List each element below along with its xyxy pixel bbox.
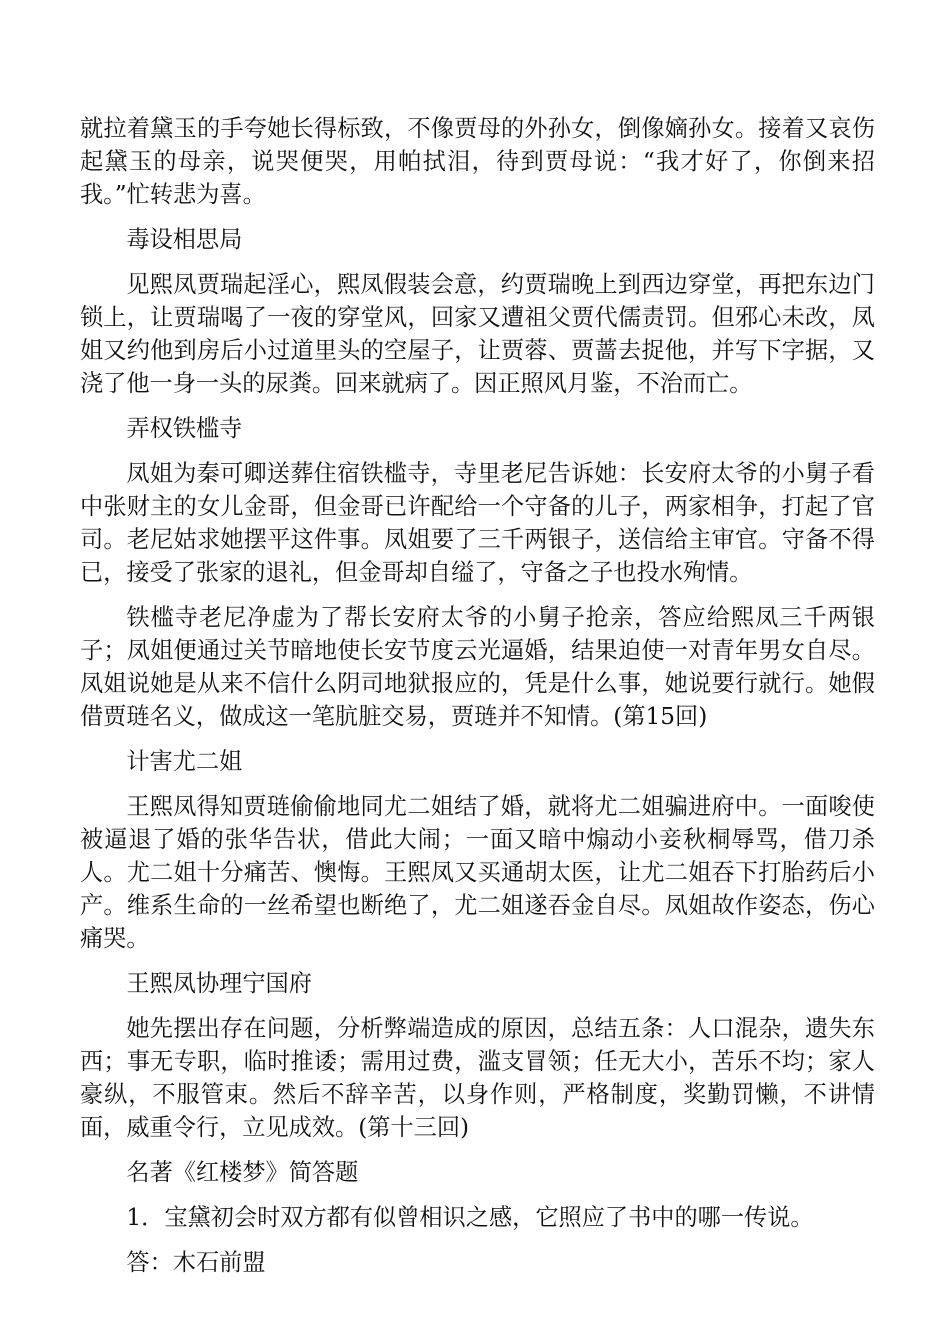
paragraph-you-erjie: 王熙凤得知贾琏偷偷地同尤二姐结了婚，就将尤二姐骗进府中。一面唆使被逼退了婚的张华告状，借此大闹；一面又暗中煽动小妾秋桐辱骂，借刀杀人。尤二姐十分痛苦、懊悔。王熙凤又买通胡太医，让尤二姐吞下打胎药后小产。维系生命的一丝希望也断绝了，尤二姐遂吞金自尽。凤姐故作姿态，伤心痛哭。 <box>80 793 875 952</box>
section-heading-you-erjie: 计害尤二姐 <box>126 748 243 775</box>
section-heading-ningguo-management: 王熙凤协理宁国府 <box>126 970 312 997</box>
section-heading-qa: 名著《红楼梦》简答题 <box>126 1159 359 1186</box>
paragraph-ningguo-management: 她先摆出存在问题，分析弊端造成的原因，总结五条：人口混杂，遗失东西；事无专职，临时推诿；需用过费，滥支冒领；任无大小，苦乐不均；家人豪纵，不服管束。然后不辞辛苦，以身作则，严格制度，奖勤罚懒，不讲情面，威重令行，立见成效。(第十三回) <box>80 1015 875 1141</box>
paragraph-temple-bribe: 铁槛寺老尼净虚为了帮长安府太爷的小舅子抢亲，答应给熙凤三千两银子；凤姐便通过关节暗地使长安节度云光逼婚，结果迫使一对青年男女自尽。凤姐说她是从来不信什么阴司地狱报应的，凭是什么事，她说要行就行。她假借贾琏名义，做成这一笔肮脏交易，贾琏并不知情。(第15回) <box>80 604 875 730</box>
paragraph-jia-rui: 见熙凤贾瑞起淫心，熙凤假装会意，约贾瑞晚上到西边穿堂，再把东边门锁上，让贾瑞喝了一夜的穿堂风，回家又遭祖父贾代儒责罚。但邪心未改，凤姐又约他到房后小过道里头的空屋子，让贾蓉、贾蔷去捉他，并写下字据，又浇了他一身一头的尿粪。回来就病了。因正照风月鉴，不治而亡。 <box>80 271 875 397</box>
answer-1: 答：木石前盟 <box>126 1249 266 1276</box>
question-1: 1．宝黛初会时双方都有似曾相识之感，它照应了书中的哪一传说。 <box>126 1204 814 1231</box>
section-heading-poison-trap: 毒设相思局 <box>126 226 243 253</box>
section-heading-iron-threshold-temple: 弄权铁槛寺 <box>126 415 243 442</box>
paragraph-intro: 就拉着黛玉的手夸她长得标致，不像贾母的外孙女，倒像嫡孙女。接着又哀伤起黛玉的母亲，说哭便哭，用帕拭泪，待到贾母说：“我才好了，你倒来招我。”忙转悲为喜。 <box>80 115 875 208</box>
document-page <box>80 112 875 1291</box>
paragraph-temple-story: 凤姐为秦可卿送葬住宿铁槛寺，寺里老尼告诉她：长安府太爷的小舅子看中张财主的女儿金哥，但金哥已许配给一个守备的儿子，两家相争，打起了官司。老尼姑求她摆平这件事。凤姐要了三千两银子，送信给主审官。守备不得已，接受了张家的退礼，但金哥却自缢了，守备之子也投水殉情。 <box>80 460 875 586</box>
